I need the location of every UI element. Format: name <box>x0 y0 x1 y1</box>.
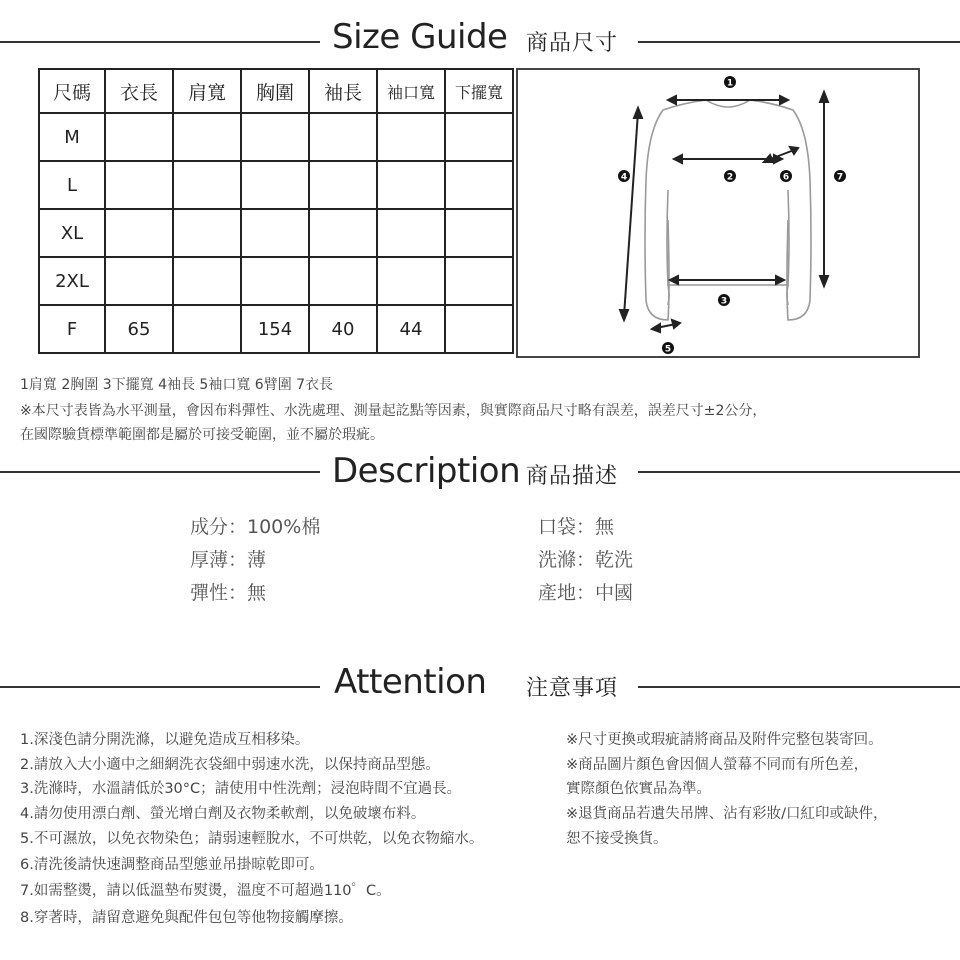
cell <box>105 161 173 209</box>
cell <box>241 161 309 209</box>
table-row <box>39 161 513 209</box>
header-shoulder: 肩寬 <box>173 69 241 113</box>
policy-note: ※退貨商品若遺失吊牌、沾有彩妝/口紅印或缺件， <box>566 806 888 822</box>
cell <box>309 257 377 305</box>
care-item: 7.如需整燙，請以低溫墊布熨燙，溫度不可超過110゜C。 <box>20 883 391 899</box>
cell <box>241 257 309 305</box>
cell <box>445 113 513 161</box>
spec-elasticity: 彈性：無 <box>190 582 267 604</box>
cell <box>445 257 513 305</box>
cell <box>173 305 241 353</box>
care-item: 8.穿著時，請留意避免與配件包包等他物接觸摩擦。 <box>20 910 353 926</box>
policy-note: 恕不接受換貨。 <box>566 831 668 847</box>
table-row <box>39 113 513 161</box>
spec-material: 成分：100%棉 <box>190 516 321 538</box>
size-guide-subtitle: 商品尺寸 <box>526 31 619 56</box>
attention-title: Attention <box>334 662 487 702</box>
size-table-header-row <box>39 69 513 113</box>
marker-3: 3 <box>720 296 728 307</box>
care-item: 2.請放入大小適中之細網洗衣袋細中弱速水洗，以保持商品型態。 <box>20 757 440 773</box>
shirt-outline-icon <box>518 70 918 356</box>
measurement-note-2: 在國際驗貨標準範圍都是屬於可接受範圍，並不屬於瑕疵。 <box>20 427 384 443</box>
size-guide-rule-right <box>638 41 960 43</box>
cell-size: XL <box>39 209 105 257</box>
cell <box>377 257 445 305</box>
cell <box>173 161 241 209</box>
cell: 40 <box>309 305 377 353</box>
policy-note: ※商品圖片顏色會因個人螢幕不同而有所色差， <box>566 757 869 773</box>
cell <box>105 113 173 161</box>
cell <box>309 113 377 161</box>
cell <box>445 209 513 257</box>
care-item: 3.洗滌時，水溫請低於30°C；請使用中性洗劑；浸泡時間不宜過長。 <box>20 781 462 797</box>
marker-2: 2 <box>726 172 734 183</box>
spec-thickness: 厚薄：薄 <box>190 549 267 571</box>
size-table <box>38 68 514 354</box>
description-rule-left <box>0 471 320 473</box>
cell <box>241 209 309 257</box>
cell-size: 2XL <box>39 257 105 305</box>
measurement-legend: 1肩寬 2胸圍 3下擺寬 4袖長 5袖口寬 6臂圍 7衣長 <box>20 377 334 393</box>
cell <box>445 305 513 353</box>
measurement-note-1: ※本尺寸表皆為水平測量，會因布料彈性、水洗處理、測量起訖點等因素，與實際商品尺寸略有誤差，誤差尺寸±2公分， <box>20 403 767 419</box>
attention-rule-right <box>638 686 960 688</box>
cell <box>105 257 173 305</box>
header-hem: 下擺寬 <box>445 69 513 113</box>
cell: 44 <box>377 305 445 353</box>
size-guide-title: Size Guide <box>332 17 508 57</box>
marker-4: 4 <box>620 172 628 183</box>
cell <box>377 113 445 161</box>
description-subtitle: 商品描述 <box>526 464 619 489</box>
marker-5: 5 <box>664 344 672 355</box>
description-rule-right <box>638 471 960 473</box>
attention-subtitle: 注意事項 <box>526 676 619 701</box>
table-row <box>39 257 513 305</box>
spec-origin: 產地：中國 <box>538 582 634 604</box>
cell <box>173 113 241 161</box>
garment-measurement-diagram <box>516 68 920 358</box>
cell <box>309 161 377 209</box>
header-sleeve: 袖長 <box>309 69 377 113</box>
cell-size: F <box>39 305 105 353</box>
care-item: 5.不可濕放，以免衣物染色；請弱速輕脫水，不可烘乾，以免衣物縮水。 <box>20 831 484 847</box>
cell <box>173 209 241 257</box>
cell <box>173 257 241 305</box>
cell <box>377 209 445 257</box>
care-item: 4.請勿使用漂白劑、螢光增白劑及衣物柔軟劑，以免破壞布料。 <box>20 806 426 822</box>
care-item: 1.深淺色請分開洗滌，以避免造成互相移染。 <box>20 732 310 748</box>
size-guide-rule-left <box>0 41 320 43</box>
attention-rule-left <box>0 686 320 688</box>
marker-6: 6 <box>782 172 790 183</box>
cell <box>105 209 173 257</box>
cell: 154 <box>241 305 309 353</box>
table-row <box>39 209 513 257</box>
policy-note: ※尺寸更換或瑕疵請將商品及附件完整包裝寄回。 <box>566 732 883 748</box>
header-cuff: 袖口寬 <box>377 69 445 113</box>
cell-size: L <box>39 161 105 209</box>
header-length: 衣長 <box>105 69 173 113</box>
spec-washing: 洗滌：乾洗 <box>538 549 634 571</box>
cell <box>309 209 377 257</box>
cell-size: M <box>39 113 105 161</box>
description-title: Description <box>332 451 521 491</box>
header-size: 尺碼 <box>39 69 105 113</box>
cell: 65 <box>105 305 173 353</box>
marker-7: 7 <box>836 172 844 183</box>
header-chest: 胸圍 <box>241 69 309 113</box>
cell <box>445 161 513 209</box>
care-item: 6.清洗後請快速調整商品型態並吊掛晾乾即可。 <box>20 857 324 873</box>
cell <box>377 161 445 209</box>
marker-1: 1 <box>726 78 734 89</box>
policy-note: 實際顏色依實品為準。 <box>566 781 711 797</box>
table-row <box>39 305 513 353</box>
spec-pocket: 口袋：無 <box>538 516 615 538</box>
cell <box>241 113 309 161</box>
